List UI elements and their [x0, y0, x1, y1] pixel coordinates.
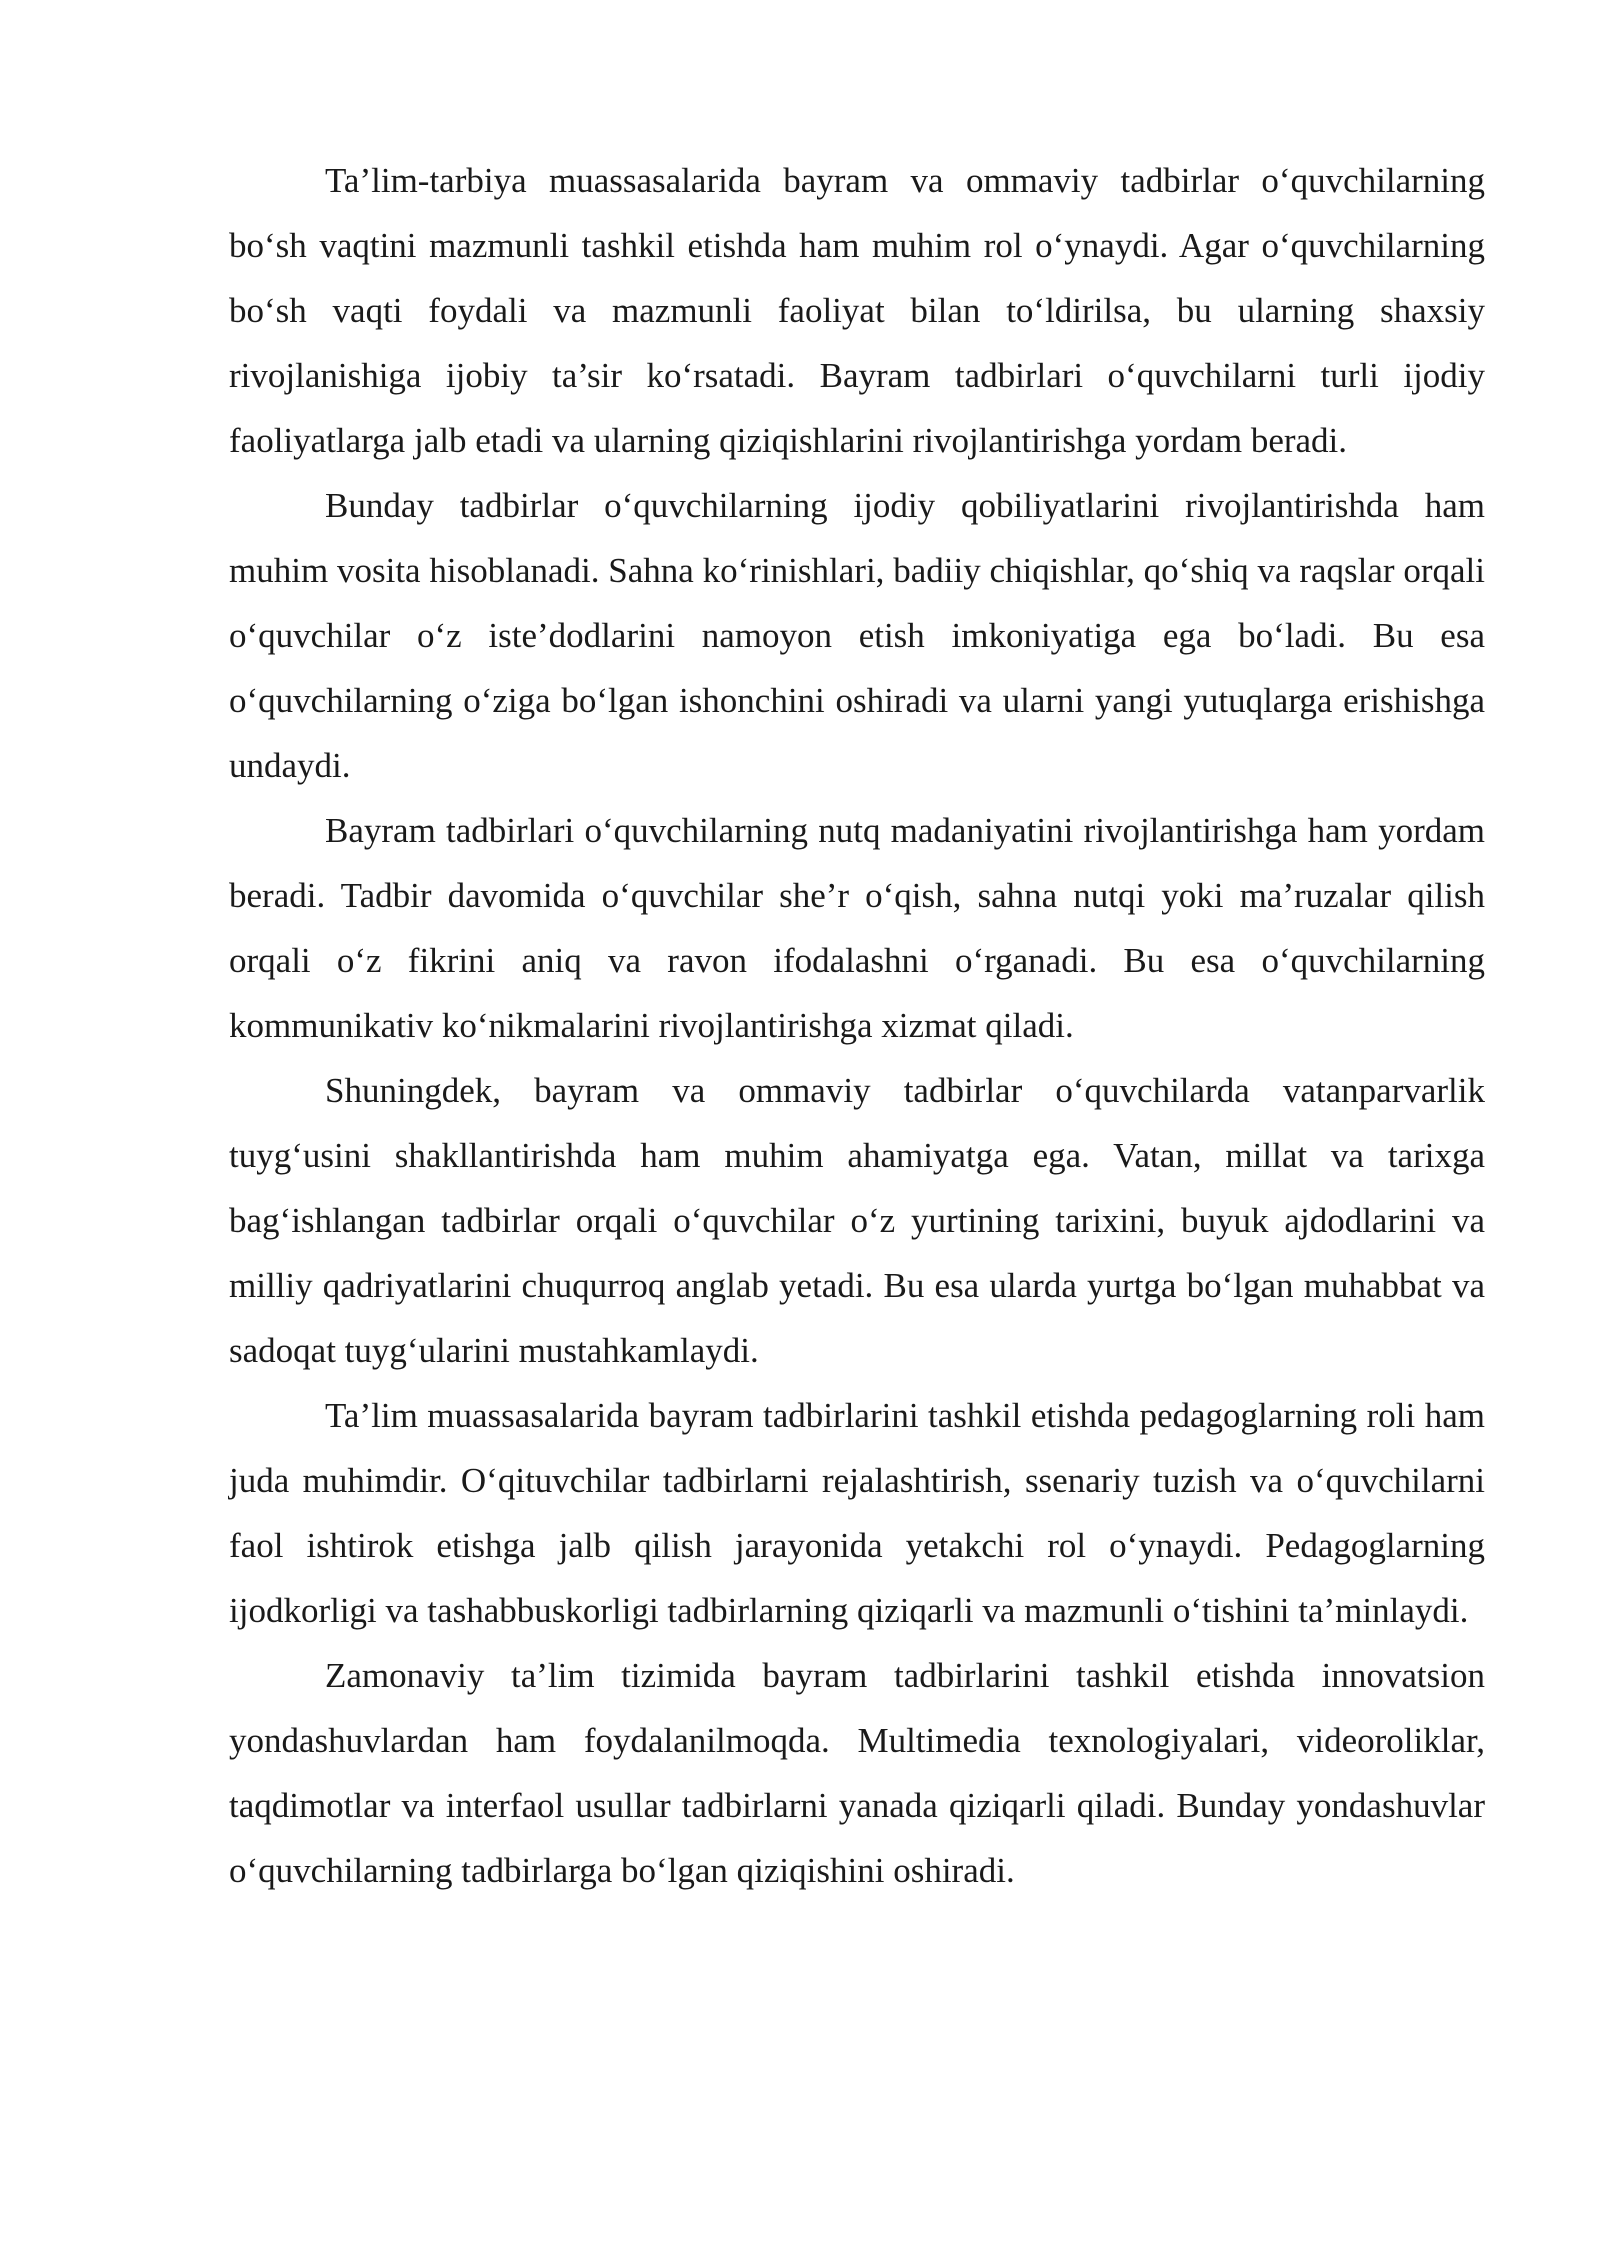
paragraph: Bunday tadbirlar o‘quvchilarning ijodiy qobiliyatlarini rivojlantirishda ham muhim vosita hisoblanadi. Sahna ko‘rinishlari, badiiy chiqishlar, qo‘shiq va raqslar orqali o‘quvchilar o‘z iste’dodlarini namoyon etish imkoniyatiga ega bo‘ladi. Bu esa o‘quvchilarning o‘ziga bo‘lgan ishonchini oshiradi va ularni yangi yutuqlarga erishishga undaydi. [229, 486, 1485, 785]
paragraph: Bayram tadbirlari o‘quvchilarning nutq madaniyatini rivojlantirishga ham yordam beradi. Tadbir davomida o‘quvchilar she’r o‘qish, sahna nutqi yoki ma’ruzalar qilish orqali o‘z fikrini aniq va ravon ifodalashni o‘rganadi. Bu esa o‘quvchilarning kommunikativ ko‘nikmalarini rivojlantirishga xizmat qiladi. [229, 811, 1485, 1045]
paragraph: Ta’lim-tarbiya muassasalarida bayram va ommaviy tadbirlar o‘quvchilarning bo‘sh vaqtini mazmunli tashkil etishda ham muhim rol o‘ynaydi. Agar o‘quvchilarning bo‘sh vaqti foydali va mazmunli faoliyat bilan to‘ldirilsa, bu ularning shaxsiy rivojlanishiga ijobiy ta’sir ko‘rsatadi. Bayram tadbirlari o‘quvchilarni turli ijodiy faoliyatlarga jalb etadi va ularning qiziqishlarini rivojlantirishga yordam beradi. [229, 161, 1485, 460]
document-body [229, 148, 1485, 1903]
paragraph: Ta’lim muassasalarida bayram tadbirlarini tashkil etishda pedagoglarning roli ham juda muhimdir. O‘qituvchilar tadbirlarni rejalashtirish, ssenariy tuzish va o‘quvchilarni faol ishtirok etishga jalb qilish jarayonida yetakchi rol o‘ynaydi. Pedagoglarning ijodkorligi va tashabbuskorligi tadbirlarning qiziqarli va mazmunli o‘tishini ta’minlaydi. [229, 1396, 1485, 1630]
paragraph: Shuningdek, bayram va ommaviy tadbirlar o‘quvchilarda vatanparvarlik tuyg‘usini shakllantirishda ham muhim ahamiyatga ega. Vatan, millat va tarixga bag‘ishlangan tadbirlar orqali o‘quvchilar o‘z yurtining tarixini, buyuk ajdodlarini va milliy qadriyatlarini chuqurroq anglab yetadi. Bu esa ularda yurtga bo‘lgan muhabbat va sadoqat tuyg‘ularini mustahkamlaydi. [229, 1071, 1485, 1370]
paragraph: Zamonaviy ta’lim tizimida bayram tadbirlarini tashkil etishda innovatsion yondashuvlardan ham foydalanilmoqda. Multimedia texnologiyalari, videoroliklar, taqdimotlar va interfaol usullar tadbirlarni yanada qiziqarli qiladi. Bunday yondashuvlar o‘quvchilarning tadbirlarga bo‘lgan qiziqishini oshiradi. [229, 1656, 1485, 1890]
